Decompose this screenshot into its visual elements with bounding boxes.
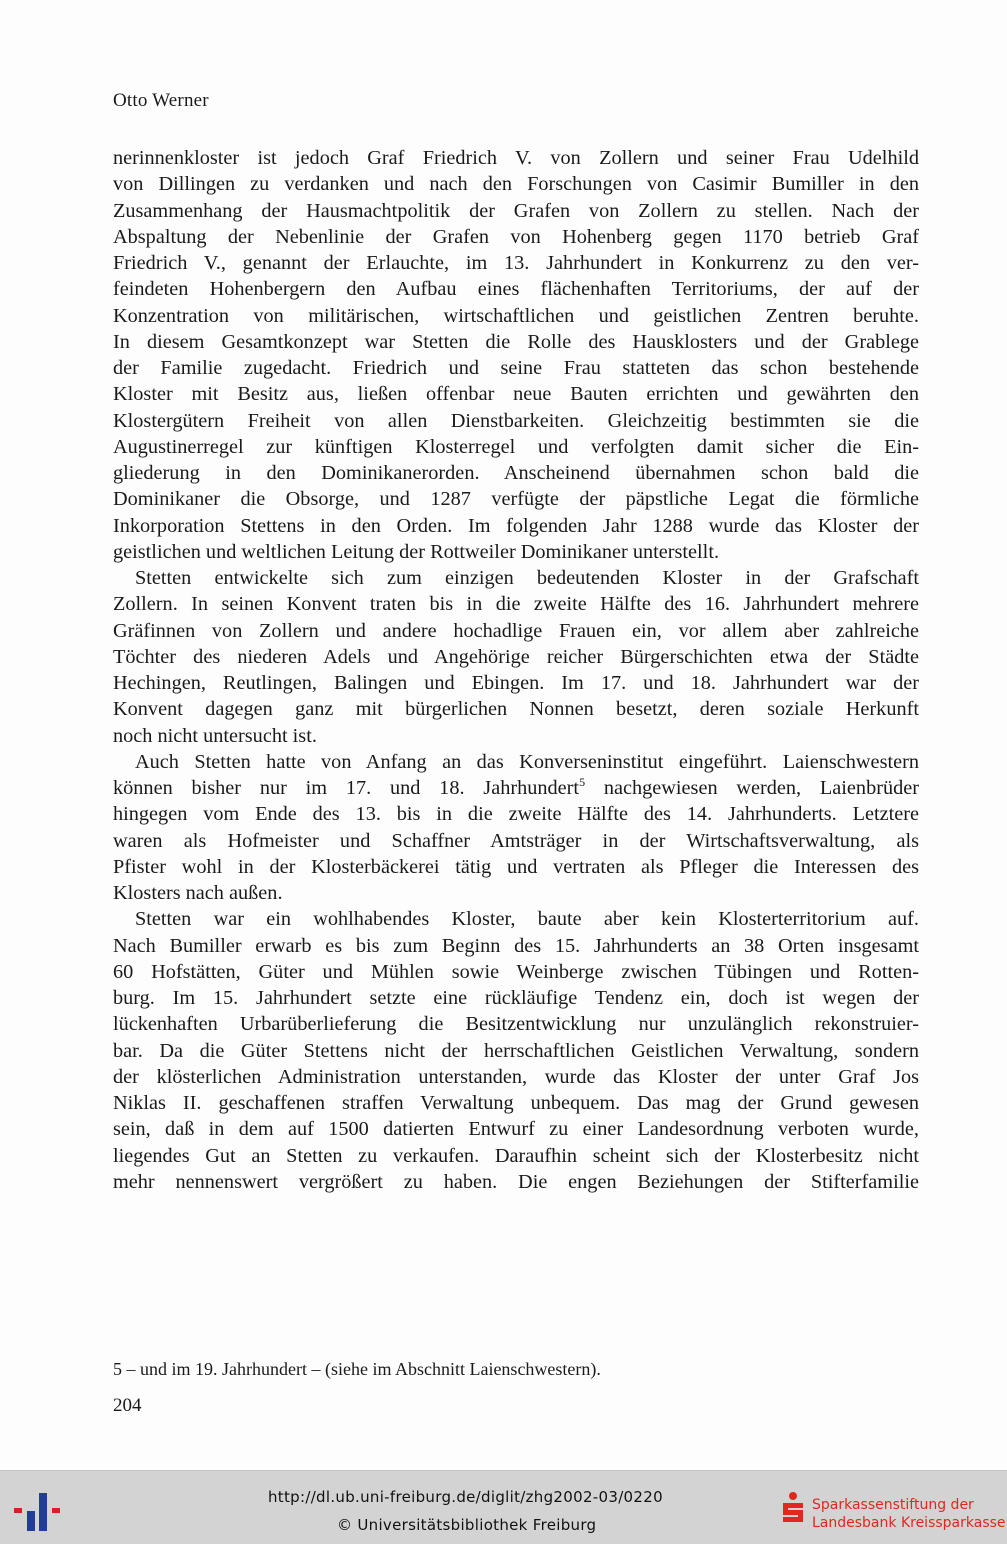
text-line: 60 Hofstätten, Güter und Mühlen sowie Weinberge zwischen Tübingen und Rotten- — [113, 960, 919, 983]
text-line: Inkorporation Stettens in den Orden. Im folgenden Jahr 1288 wurde das Kloster der — [113, 514, 919, 537]
text-line: können bisher nur im 17. und 18. Jahrhundert$^5$ nachgewiesen werden, Laienbrüder — [113, 775, 920, 799]
document-url-link[interactable]: http://dl.ub.uni-freiburg.de/diglit/zhg2002-03/0220 — [268, 1488, 663, 1506]
text-line: In diesem Gesamtkonzept war Stetten die Rolle des Hausklosters und der Grablege — [113, 330, 919, 353]
ub-freiburg-logo-icon — [12, 1491, 64, 1531]
footer-bar — [0, 1470, 1007, 1544]
text-line: Stetten war ein wohlhabendes Kloster, baute aber kein Klosterterritorium auf. — [135, 908, 919, 931]
text-line: Gräfinnen von Zollern und andere hochadlige Frauen ein, vor allem aber zahlreiche — [113, 619, 919, 642]
text-line: gliederung in den Dominikanerorden. Anscheinend übernahmen schon bald die — [113, 462, 919, 484]
footnote: 5 – und im 19. Jahrhundert – (siehe im Abschnitt Laienschwestern). — [113, 1359, 601, 1379]
text-line: hingegen vom Ende des 13. bis in die zweite Hälfte des 14. Jahrhunderts. Letztere — [113, 803, 919, 826]
text-line: Stetten entwickelte sich zum einzigen bedeutenden Kloster in der Grafschaft — [135, 567, 919, 589]
text-line: Konzentration von militärischen, wirtschaftlichen und geistlichen Zentren beruhte. — [113, 304, 919, 327]
text-line: Augustinerregel zur künftigen Klosterregel und verfolgten damit sicher die Ein- — [113, 435, 919, 458]
text-line: burg. Im 15. Jahrhundert setzte eine rückläufige Tendenz ein, doch ist wegen der — [113, 987, 919, 1009]
text-line: Pfister wohl in der Klosterbäckerei tätig und vertraten als Pfleger die Interessen des — [113, 855, 919, 878]
text-line: lückenhaften Urbarüberlieferung die Besitzentwicklung nur unzulänglich rekonstruier- — [113, 1013, 919, 1036]
sparkasse-s-icon — [780, 1491, 806, 1529]
sponsor-line-1: Sparkassenstiftung der — [812, 1497, 974, 1513]
text-line: Zusammenhang der Hausmachtpolitik der Grafen von Zollern zu stellen. Nach der — [113, 199, 919, 222]
text-line: mehr nennenswert vergrößert zu haben. Die engen Beziehungen der Stifterfamilie — [113, 1170, 919, 1193]
text-line: feindeten Hohenbergern den Aufbau eines flächenhaften Territoriums, der auf der — [113, 278, 919, 301]
text-line: Nach Bumiller erwarb es bis zum Beginn des 15. Jahrhunderts an 38 Orten insgesamt — [113, 934, 919, 957]
text-line: Friedrich V., genannt der Erlauchte, im 13. Jahrhundert in Konkurrenz zu den ver- — [113, 252, 919, 274]
text-line: sein, daß in dem auf 1500 datierten Entwurf zu einer Landesordnung verboten wurde, — [113, 1118, 919, 1141]
text-line: Kloster mit Besitz aus, ließen offenbar neue Bauten errichten und gewährten den — [113, 383, 919, 406]
text-line: Auch Stetten hatte von Anfang an das Konverseninstitut eingeführt. Laienschwestern — [135, 750, 919, 773]
text-line: nerinnenkloster ist jedoch Graf Friedrich V. von Zollern und seiner Frau Udelhild — [113, 147, 919, 169]
text-line: Töchter des niederen Adels und Angehörige reicher Bürgerschichten etwa der Städte — [113, 645, 919, 668]
page-number: 204 — [113, 1395, 142, 1416]
text-line: waren als Hofmeister und Schaffner Amtsträger in der Wirtschaftsverwaltung, als — [113, 829, 919, 852]
text-line: der klösterlichen Administration unterstanden, wurde das Kloster der unter Graf Jos — [113, 1065, 919, 1088]
text-line: Zollern. In seinen Konvent traten bis in die zweite Hälfte des 16. Jahrhundert mehrere — [113, 593, 919, 616]
running-head: Otto Werner — [113, 90, 209, 111]
text-line: Abspaltung der Nebenlinie der Grafen von Hohenberg gegen 1170 betrieb Graf — [113, 225, 919, 248]
text-line: Klostergütern Freiheit von allen Dienstbarkeiten. Gleichzeitig bestimmten sie die — [113, 409, 919, 432]
sponsor-text — [812, 1496, 1006, 1532]
text-line: geistlichen und weltlichen Leitung der Rottweiler Dominikaner unterstellt. — [113, 540, 720, 563]
sponsor-line-2: Landesbank Kreissparkasse — [812, 1515, 1006, 1531]
text-line: Niklas II. geschaffenen straffen Verwaltung unbequem. Das mag der Grund gewesen — [113, 1092, 919, 1114]
text-line: noch nicht untersucht ist. — [113, 724, 317, 747]
text-line: von Dillingen zu verdanken und nach den Forschungen von Casimir Bumiller in den — [113, 173, 919, 196]
text-line: der Familie zugedacht. Friedrich und seine Frau statteten das schon bestehende — [113, 357, 919, 379]
text-line: Hechingen, Reutlingen, Balingen und Ebingen. Im 17. und 18. Jahrhundert war der — [113, 672, 919, 694]
text-line: bar. Da die Güter Stettens nicht der herrschaftlichen Geistlichen Verwaltung, sondern — [113, 1039, 919, 1062]
text-line: liegendes Gut an Stetten zu verkaufen. Daraufhin scheint sich der Klosterbesitz nicht — [113, 1144, 919, 1167]
text-line: Dominikaner die Obsorge, und 1287 verfügte der päpstliche Legat die förmliche — [113, 488, 919, 511]
text-line: Konvent dagegen ganz mit bürgerlichen Nonnen besetzt, deren soziale Herkunft — [113, 698, 919, 721]
text-line: Klosters nach außen. — [113, 882, 283, 904]
body-text — [113, 145, 919, 1195]
copyright-text: © Universitätsbibliothek Freiburg — [337, 1516, 597, 1534]
footnote-reference[interactable]: 5 — [579, 775, 586, 789]
